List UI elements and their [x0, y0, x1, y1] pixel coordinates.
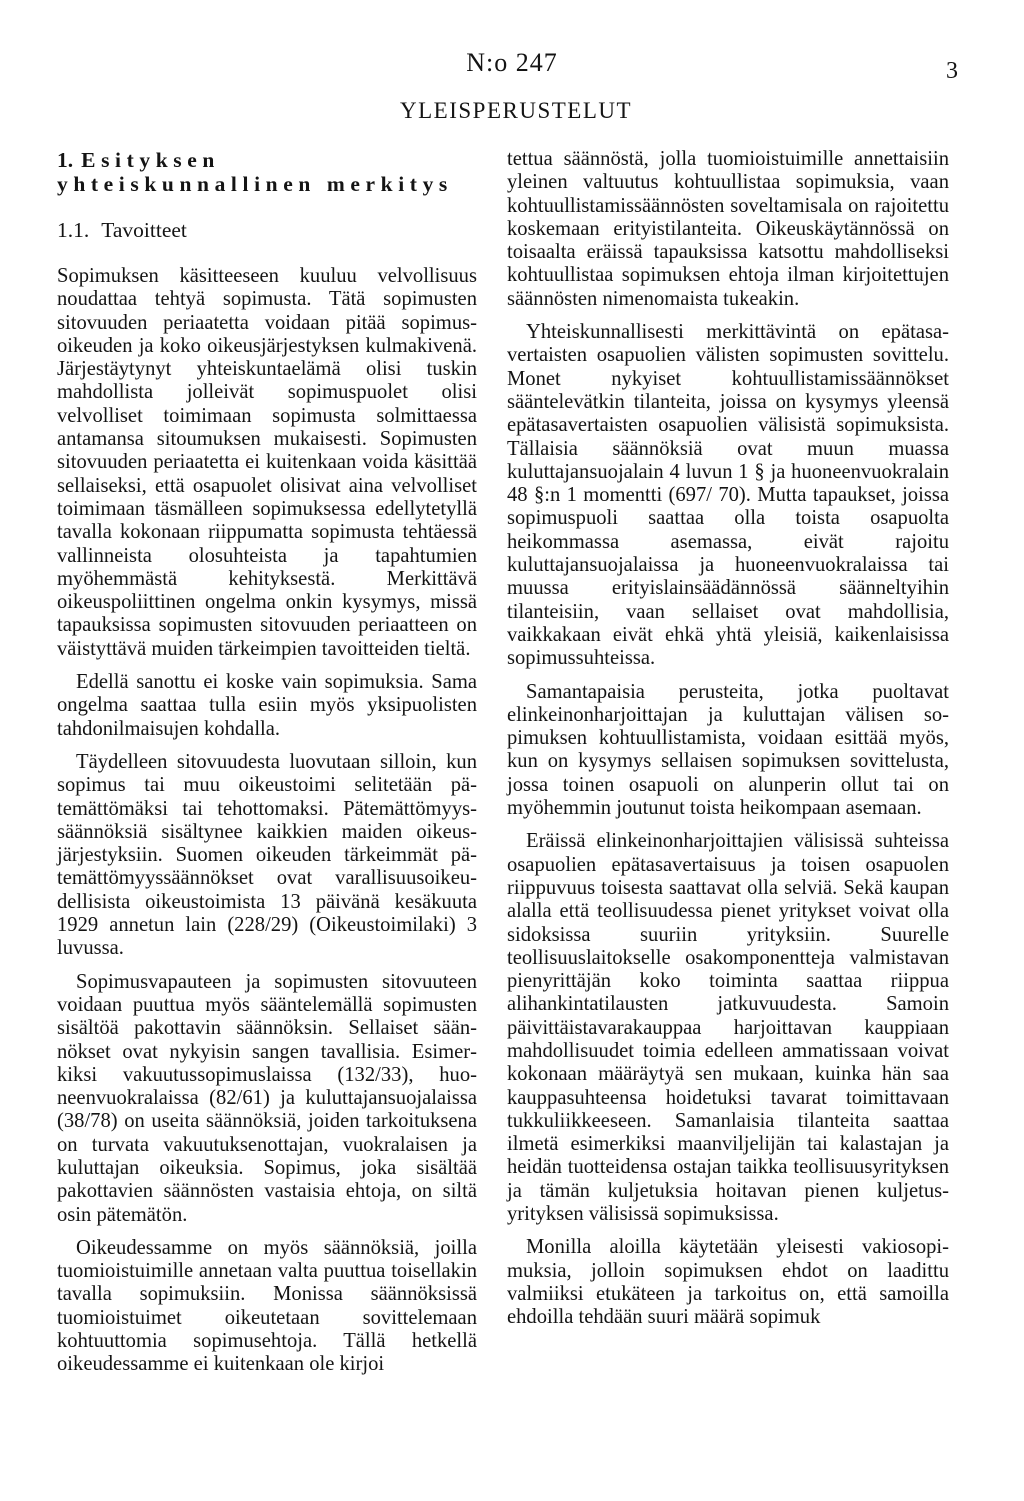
subsection-heading-text: Tavoitteet — [101, 218, 187, 242]
paragraph: tettua säännöstä, jolla tuomioistuimille annettaisiin yleinen valtuutus kohtuullistaa sopimuksia, vaan kohtuullistamissäännösten soveltamisala on rajoitettu koskemaan erityistilanteita. Oikeuskäytännössä on toisaalta eräissä tapauksissa katsottu mahdolliseksi kohtuullistaa sopimuksen ehtoja ilman kirjoitettujen säännösten nimenomaista tukeakin. — [507, 148, 949, 310]
paragraph: Yhteiskunnallisesti merkittävintä on epätasavertaisten osapuolien välisten sopimusten sovittelu. Monet nykyiset kohtuullistamissäännökset sääntelevätkin tilanteita, joissa on kysymys yleensä epätasavertaisten osapuolien välisistä sopimuksista. Tällaisia säännöksiä ovat muun muassa kuluttajansuojalain 4 luvun 1 § ja huoneenvuokralain 48 §:n 1 momentti (697/ 70). Mutta tapaukset, joissa sopimuspuoli saattaa olla toista osapuolta heikommassa asemassa, eivät rajoitu kuluttajansuojalaissa ja huoneenvuokralaissa tai muussa erityislainsäädännössä säänneltyihin tilanteisiin, vaan sellaiset ovat mahdollisia, vaikkakaan eivät ehkä yhtä yleisiä, kaikenlaisissa sopimussuhteissa. — [507, 321, 949, 670]
paragraph: Täydelleen sitovuudesta luovutaan silloin, kun sopimus tai muu oikeustoimi selitetään pätemättömäksi tai tehottomaksi. Pätemättömyyssäännöksiä sisältynee kaikkien maiden oikeusjärjestyksiin. Suomen oikeuden tärkeimmät pätemättömyyssäännökset ovat varallisuusoikeudellisista oikeustoimista 13 päivänä kesäkuuta 1929 annetun lain (228/29) (Oikeustoimilaki) 3 luvussa. — [57, 750, 477, 960]
paragraph: Samantapaisia perusteita, jotka puoltavat elinkeinonharjoittajan ja kuluttajan välisen sopimuksen kohtuullistamista, voidaan esittää myös, kun on kysymys sellaisen sopimuksen sovittelusta, jossa toinen osapuoli on alunperin ollut tai on myöhemmin joutunut toista heikompaan asemaan. — [507, 680, 949, 820]
paragraph: Eräissä elinkeinonharjoittajien välisissä suhteissa osapuolien epätasavertaisuus ja toisen osapuolen riippuvuus toisesta saattavat olla selviä. Sekä kaupan alalla että teollisuudessa pienet yritykset voivat olla sidoksissa suuriin yrityksiin. Suurelle teollisuuslaitokselle osakomponentteja valmistavan pienyrittäjän koko toiminta saattaa riippua alihankintatilausten jatkuvuudesta. Samoin päivittäistavarakauppaa harjoittavan kauppiaan mahdollisuudet toimia edelleen ammatissaan voivat kokonaan määräytyä sen mukaan, kuinka hän saa kauppasuhteensa hoidetuksi tavarat toimittavaan tukkuliikkeeseen. Samanlaisia tilanteita saattaa ilmetä esimerkiksi maanviljelijän tai kalastajan ja heidän tuotteidensa ostajan taikka teollisuusyrityksen ja tämän kuljetuksia hoitavan pienen kuljetusyrityksen välisissä sopimuksissa. — [507, 830, 949, 1226]
left-column — [57, 148, 477, 1387]
page-number: 3 — [946, 58, 958, 84]
chapter-heading-text: Esityksen yhteiskunnallinen merkitys — [57, 148, 453, 196]
paragraph: Monilla aloilla käytetään yleisesti vakiosopimuksia, jolloin sopimuksen ehdot on laadittu valmiiksi etukäteen ja tarkoitus on, että samoilla ehdoilla tehdään suuri määrä sopimuk — [507, 1236, 949, 1329]
paragraph: Sopimuksen käsitteeseen kuuluu velvollisuus noudattaa tehtyä sopimusta. Tätä sopimusten sitovuuden periaatetta voidaan pitää sopimusoikeuden ja koko oikeusjärjestyksen kulmakivenä. Järjestäytynyt yhteiskuntaelämä olisi tuskin mahdollista jolleivät sopimuspuolet olisi velvolliset toimimaan sopimusta solmittaessa antamansa sitoumuksen mukaisesti. Sopimusten sitovuuden periaatetta ei kuitenkaan voida käsittää sellaiseksi, että osapuolet olisivat aina velvolliset toimimaan täsmälleen sopimuksessa edellytetyllä tavalla kokonaan riippumatta sopimusta tehtäessä vallinneista olosuhteista ja tapahtumien myöhemmästä kehityksestä. Merkittävä oikeuspoliittinen ongelma onkin kysymys, missä tapauksissa sopimusten sitovuuden periaatteen on väistyttävä muiden tärkeimpien tavoitteiden tieltä. — [57, 265, 477, 660]
subsection-heading-number: 1.1. — [57, 218, 90, 242]
chapter-heading — [57, 148, 477, 196]
paragraph: Sopimusvapauteen ja sopimusten sitovuuteen voidaan puuttua myös sääntelemällä sopimusten sisältöä pakottavin säännöksin. Sellaiset säännökset ovat nykyisin sangen tavallisia. Esimerkiksi vakuutussopimuslaissa (132/33), huoneenvuokralaissa (82/61) ja kuluttajansuojalaissa (38/78) on useita säännöksiä, joiden tarkoituksena on turvata vakuutuksenottajan, vuokralaisen ja kuluttajan oikeuksia. Sopimus, joka sisältää pakottavien säännösten vastaisia ehtoja, on siltä osin pätemätön. — [57, 970, 477, 1226]
section-heading: YLEISPERUSTELUT — [400, 98, 633, 123]
subsection-heading — [57, 218, 477, 242]
document-number: N:o 247 — [466, 48, 558, 77]
paragraph: Edellä sanottu ei koske vain sopimuksia. Sama ongelma saattaa tulla esiin myös yksipuolisten tahdonilmaisujen kohdalla. — [57, 671, 477, 740]
right-column — [507, 148, 949, 1340]
paragraph: Oikeudessamme on myös säännöksiä, joilla tuomioistuimille annetaan valta puuttua toisellakin tavalla sopimuksiin. Monissa säännöksissä tuomioistuimet oikeutetaan sovittelemaan kohtuuttomia sopimusehtoja. Tällä hetkellä oikeudessamme ei kuitenkaan ole kirjoi — [57, 1236, 477, 1376]
chapter-heading-number: 1. — [57, 148, 74, 172]
